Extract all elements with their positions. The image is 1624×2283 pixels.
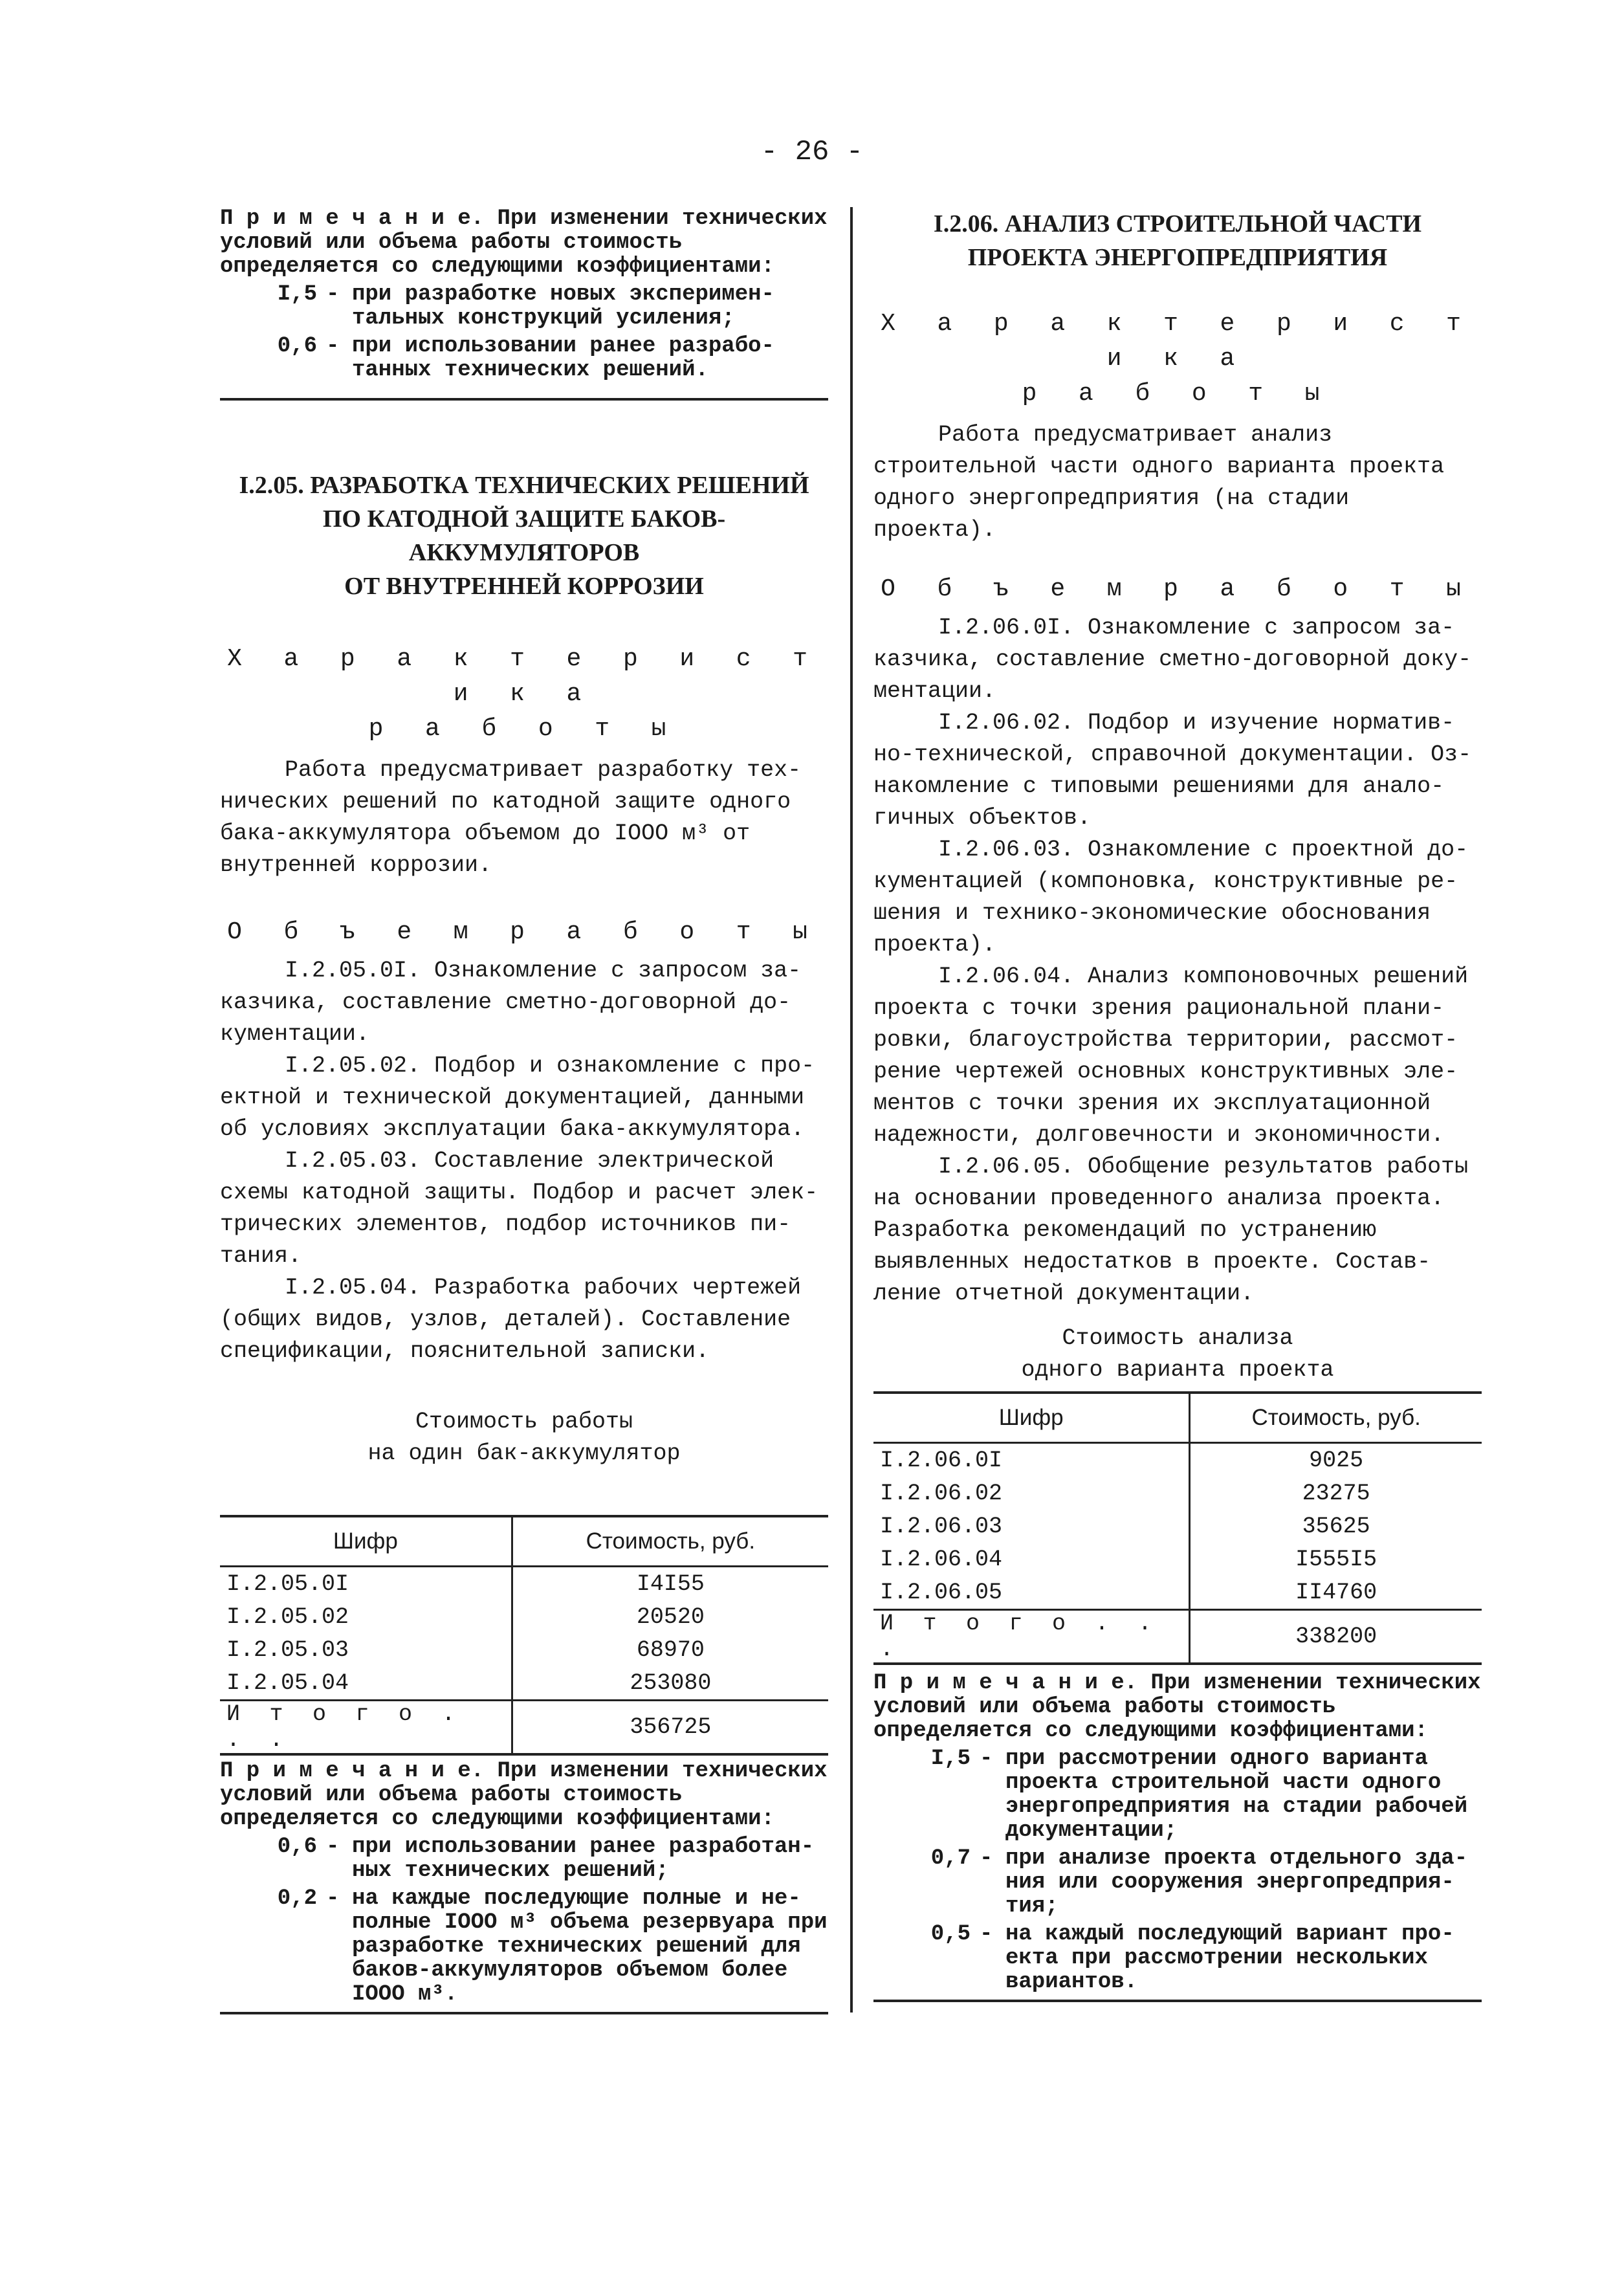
coef: 0,2 xyxy=(277,1886,317,1911)
note-bottom xyxy=(220,1759,828,2014)
coef: 0,6 xyxy=(277,334,317,358)
table-row: I.2.06.0I 9025 xyxy=(873,1443,1482,1477)
note-item: 0,6 - при использовании ранее разработанных технических решений. xyxy=(220,335,828,382)
table-row: I.2.05.0I I4I55 xyxy=(220,1567,828,1601)
total-row xyxy=(220,1701,828,1755)
work-item: I.2.06.04. Анализ компоновочных решений проекта с точки зрения рациональной планировки, благоустройства территории, рассмотрение чертежей основных конструктивных элементов с точки зрения их эксплуатационной надежности, долговечности и экономичности. xyxy=(873,964,1469,1148)
note-head: П р и м е ч а н и е. При изменении технических условий или объема работы стоимость определяется со следующими коэффициентами: xyxy=(873,1671,1481,1743)
note-item: 0,6 - при использовании ранее разработанных технических решений; xyxy=(220,1835,828,1883)
table-row: I.2.06.04 I555I5 xyxy=(873,1543,1482,1576)
coef: I,5 xyxy=(930,1747,971,1771)
work-item: I.2.06.03. Ознакомление с проектной документацией (компоновка, конструктивные решения и технико-экономические обоснования проекта). xyxy=(873,837,1469,958)
note-item: 0,7 - при анализе проекта отдельного здания или сооружения энергопредприятия; xyxy=(873,1847,1482,1919)
note-top xyxy=(220,207,828,401)
char-text: Работа предусматривает анализ строительной части одного варианта проекта одного энергопредприятия (на стадии проекта). xyxy=(873,422,1445,543)
note-item: 0,5 - на каждый последующий вариант проекта при рассмотрении нескольких вариантов. xyxy=(873,1923,1482,1994)
coef-text: на каждый последующий вариант проекта при рассмотрении нескольких вариантов. xyxy=(1005,1922,1454,1994)
total-label: И т о г о . . . xyxy=(220,1701,512,1755)
work-item: I.2.06.0I. Ознакомление с запросом заказчика, составление сметно-договорной документации. xyxy=(873,615,1472,704)
volume-title: О б ъ е м р а б о т ы xyxy=(227,918,821,946)
section-title-line: I.2.05. РАЗРАБОТКА ТЕХНИЧЕСКИХ РЕШЕНИЙ xyxy=(239,472,809,499)
note-head: П р и м е ч а н и е. При изменении технических условий или объема работы стоимость определяется со следующими коэффициентами: xyxy=(220,1759,828,1831)
char-title: Х а р а к т е р и с т и к а xyxy=(881,310,1475,373)
section-title-line: ОТ ВНУТРЕННЕЙ КОРРОЗИИ xyxy=(344,573,704,600)
page-number: - 26 - xyxy=(760,136,864,168)
coef-text: при анализе проекта отдельного здания или сооружения энергопредприятия; xyxy=(1005,1846,1468,1919)
note xyxy=(873,1671,1482,2002)
cost-title: на один бак-аккумулятор xyxy=(368,1440,681,1466)
section-title-line: I.2.06. АНАЛИЗ СТРОИТЕЛЬНОЙ ЧАСТИ xyxy=(933,210,1422,237)
work-item: I.2.06.05. Обобщение результатов работы на основании проведенного анализа проекта. Разработка рекомендаций по устранению выявленных недостатков в проекте. Составление отчетной документации. xyxy=(873,1154,1469,1307)
char-title: Х а р а к т е р и с т и к а xyxy=(227,645,821,708)
note-item: I,5 - при разработке новых экспериментальных конструкций усиления; xyxy=(220,283,828,331)
left-column xyxy=(220,207,828,2014)
rule xyxy=(220,2012,828,2014)
coef: I,5 xyxy=(277,282,317,307)
section-title-line: ПРОЕКТА ЭНЕРГОПРЕДПРИЯТИЯ xyxy=(967,244,1388,271)
char-title: р а б о т ы xyxy=(1022,380,1333,408)
volume-title: О б ъ е м р а б о т ы xyxy=(881,575,1475,603)
rule xyxy=(873,2000,1482,2002)
header-code: Шифр xyxy=(220,1516,512,1567)
section-title-line: ПО КАТОДНОЙ ЗАЩИТЕ БАКОВ-АККУМУЛЯТОРОВ xyxy=(322,505,726,566)
total-row xyxy=(873,1610,1482,1664)
work-item: I.2.06.02. Подбор и изучение нормативно-технической, справочной документации. Ознакомление с типовыми решениями для аналогичных объектов. xyxy=(873,710,1472,831)
total-value: 338200 xyxy=(1190,1610,1482,1664)
table-row: I.2.05.03 68970 xyxy=(220,1633,828,1666)
table-row: I.2.05.04 253080 xyxy=(220,1666,828,1701)
header-cost: Стоимость, руб. xyxy=(512,1516,828,1567)
coef-text: при использовании ранее разработанных технических решений. xyxy=(352,334,774,382)
note-head: П р и м е ч а н и е. При изменении технических условий или объема работы стоимость определяется со следующими коэффициентами: xyxy=(220,206,828,279)
coef-text: при использовании ранее разработанных технических решений; xyxy=(352,1835,815,1883)
coef: 0,7 xyxy=(930,1846,971,1871)
total-label: И т о г о . . . xyxy=(873,1610,1190,1664)
coef-text: при рассмотрении одного варианта проекта строительной части одного энергопредприятия на стадии рабочей документации; xyxy=(1005,1747,1468,1843)
coef-text: при разработке новых экспериментальных конструкций усиления; xyxy=(352,282,774,331)
cost-title: Стоимость анализа xyxy=(1062,1325,1293,1351)
coef: 0,5 xyxy=(930,1922,971,1947)
table-row: I.2.06.05 II4760 xyxy=(873,1576,1482,1610)
work-item: I.2.05.03. Составление электрической схемы катодной защиты. Подбор и расчет электрических элементов, подбор источников питания. xyxy=(220,1148,818,1269)
table-row: I.2.06.03 35625 xyxy=(873,1510,1482,1543)
char-title: р а б о т ы xyxy=(368,715,680,743)
work-item: I.2.05.02. Подбор и ознакомление с проектной и технической документацией, данными об условиях эксплуатации бака-аккумулятора. xyxy=(220,1053,815,1142)
cost-title: Стоимость работы xyxy=(415,1409,633,1435)
header-cost: Стоимость, руб. xyxy=(1190,1393,1482,1443)
work-item: I.2.05.04. Разработка рабочих чертежей (общих видов, узлов, деталей). Составление спецификации, пояснительной записки. xyxy=(220,1275,802,1364)
coef: 0,6 xyxy=(277,1835,317,1859)
header-code: Шифр xyxy=(873,1393,1190,1443)
column-divider xyxy=(850,207,853,2013)
work-item: I.2.05.0I. Ознакомление с запросом заказчика, составление сметно-договорной документации. xyxy=(220,958,802,1047)
cost-title: одного варианта проекта xyxy=(1021,1357,1334,1383)
total-value: 356725 xyxy=(512,1701,828,1755)
table-row: I.2.05.02 20520 xyxy=(220,1600,828,1633)
note-item: 0,2 - на каждые последующие полные и неполные IOOO м³ объема резервуара при разработке технических решений для баков-аккумуляторов объемом более IOOO м³. xyxy=(220,1887,828,2007)
coef-text: на каждые последующие полные и неполные IOOO м³ объема резервуара при разработке технических решений для баков-аккумуляторов объемом более IOOO м³. xyxy=(352,1886,828,2007)
cost-table xyxy=(220,1515,828,1756)
note-item: I,5 - при рассмотрении одного варианта проекта строительной части одного энергопредприятия на стадии рабочей документации; xyxy=(873,1747,1482,1843)
char-text: Работа предусматривает разработку технических решений по катодной защите одного бака-аккумулятора объемом до IOOO м³ от внутренней коррозии. xyxy=(220,757,802,878)
table-row: I.2.06.02 23275 xyxy=(873,1477,1482,1510)
cost-table xyxy=(873,1391,1482,1665)
right-column xyxy=(873,207,1482,2002)
